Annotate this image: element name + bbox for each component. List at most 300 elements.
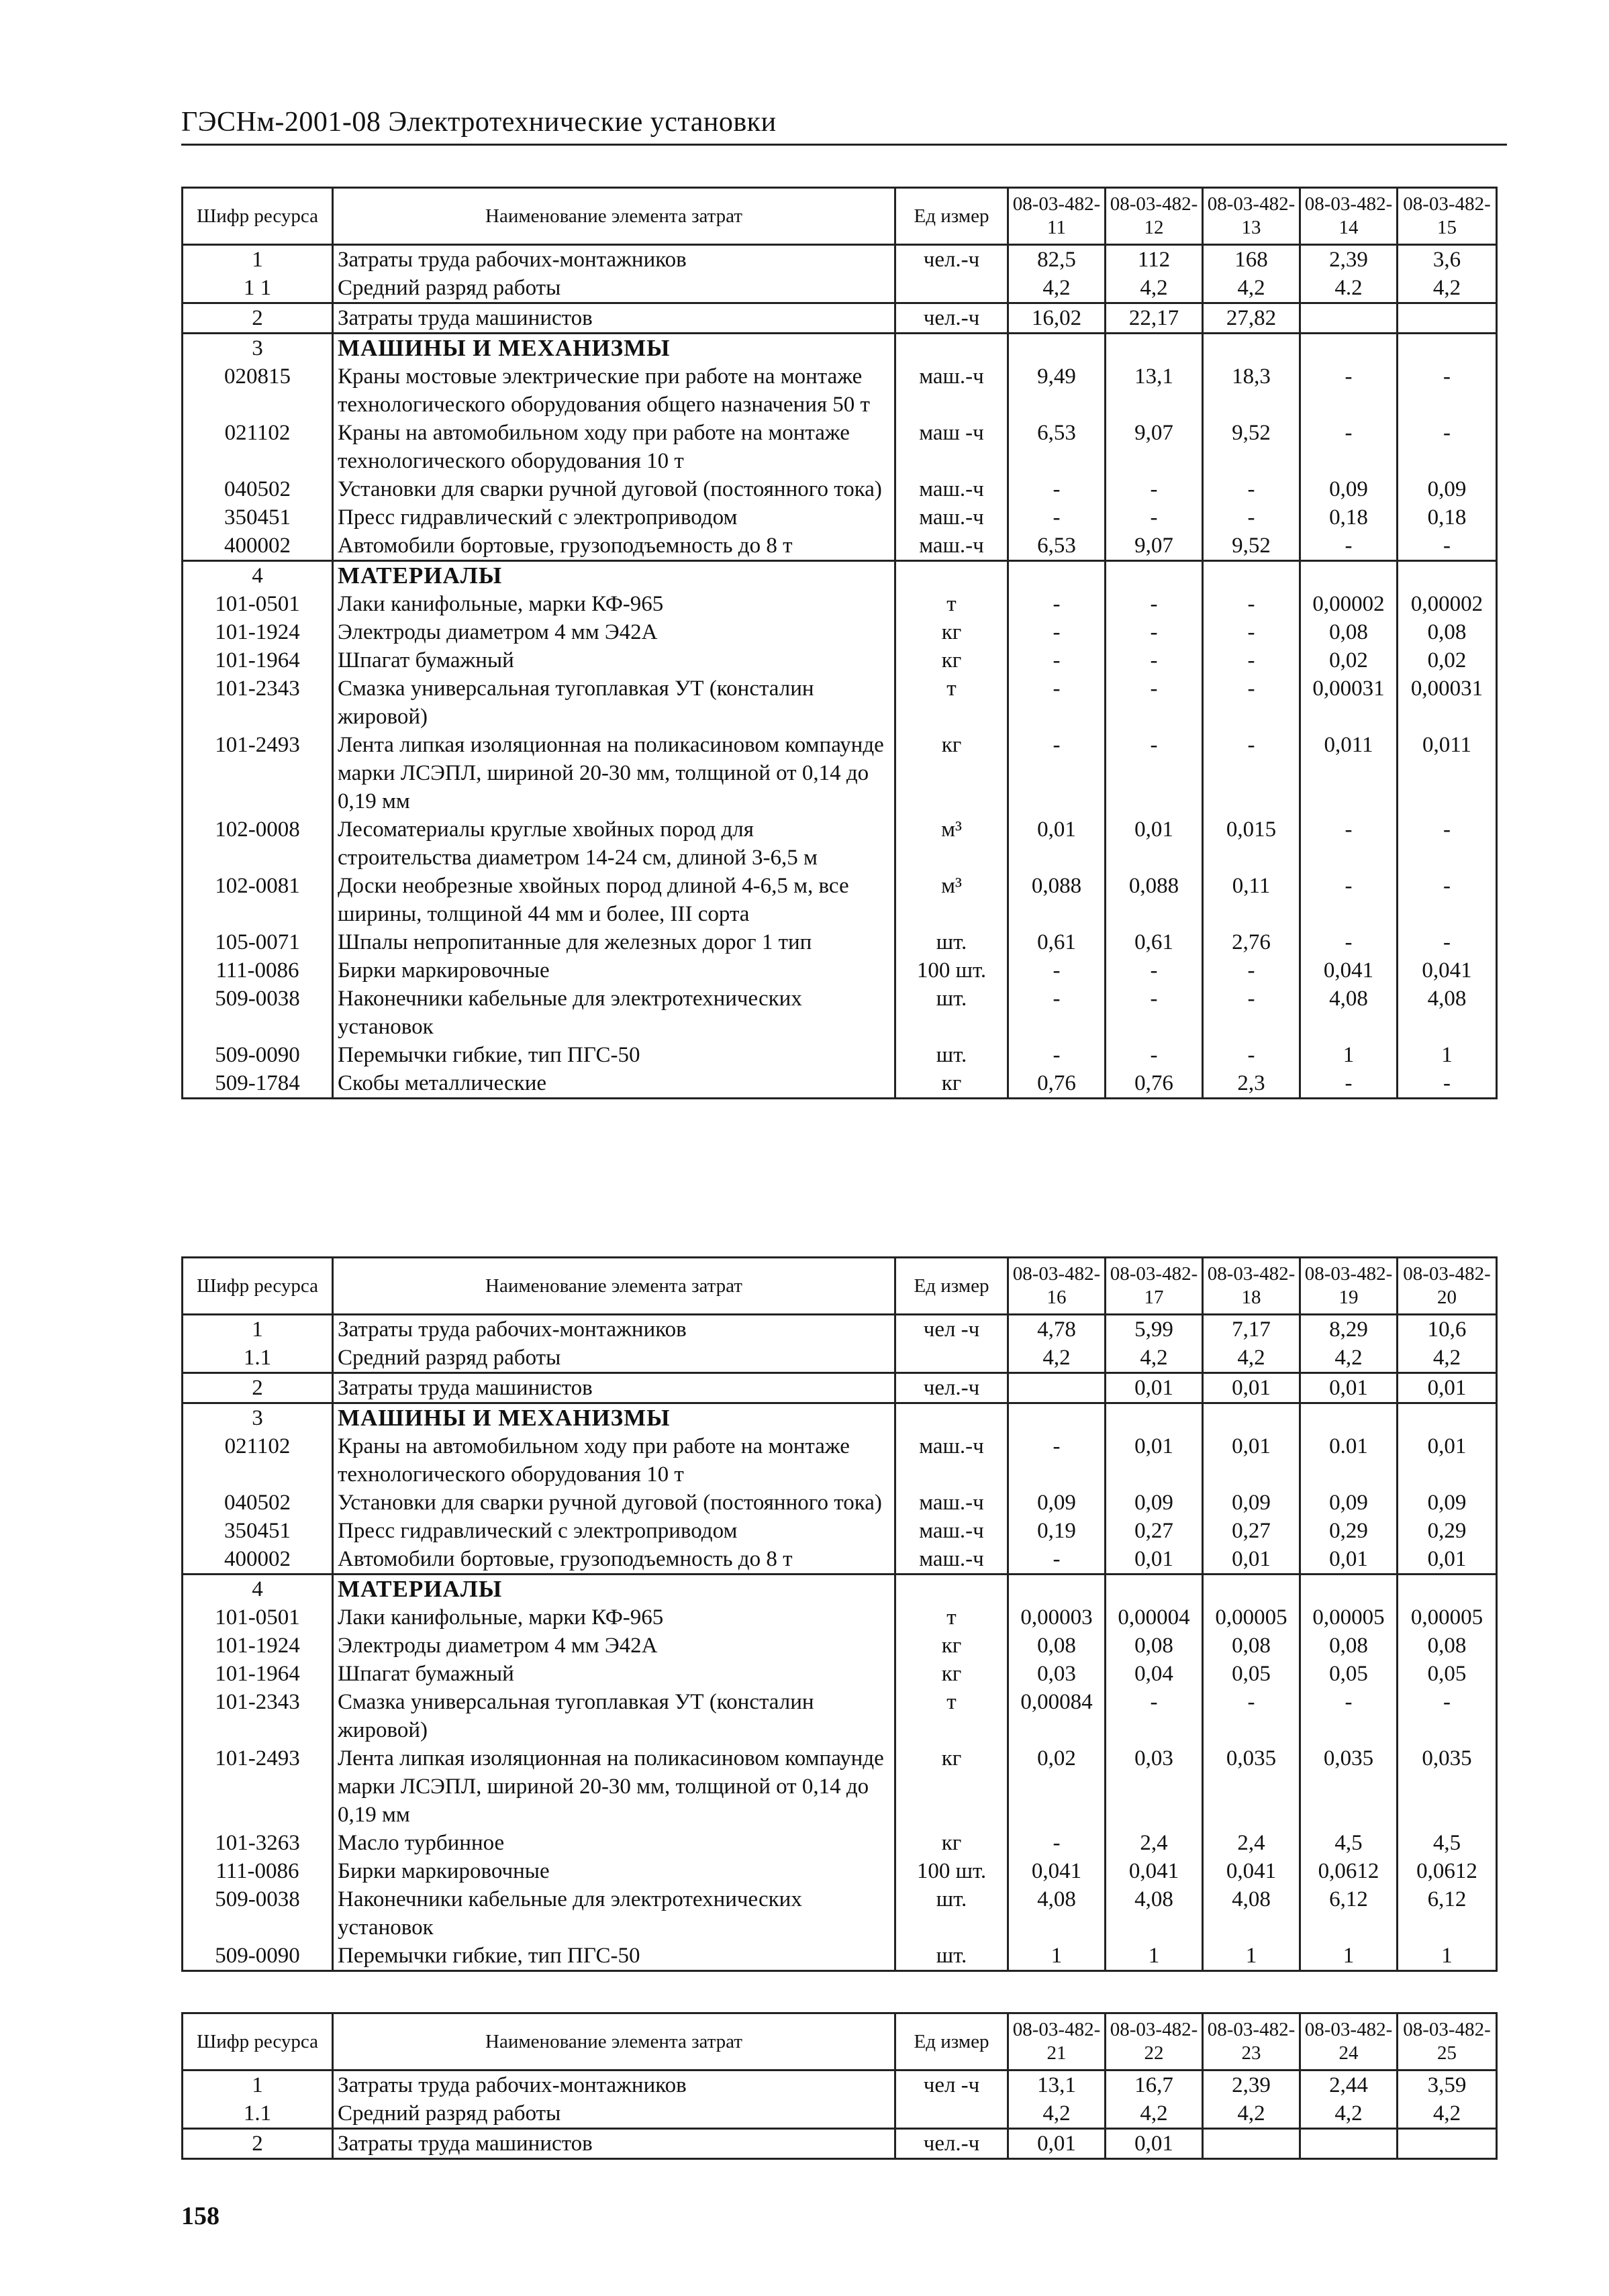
norm-value: 0,00005 (1203, 1603, 1300, 1632)
norm-value: 4,08 (1008, 1885, 1106, 1942)
unit-of-measure: 100 шт. (895, 1857, 1008, 1885)
cost-element-name: Бирки маркировочные (333, 956, 895, 985)
norm-value: 16,02 (1008, 303, 1106, 334)
resource-code: 509-0038 (183, 985, 333, 1041)
norm-value: 0,01 (1008, 2129, 1106, 2159)
cost-element-name: Краны на автомобильном ходу при работе на монтаже технологического оборудования 10 т (333, 419, 895, 475)
code-header: Шифр ресурса (183, 1258, 333, 1315)
norm-value: 0,05 (1300, 1660, 1398, 1688)
norm-value: - (1203, 985, 1300, 1041)
cost-element-name: Шпагат бумажный (333, 1660, 895, 1688)
norm-value: 9,52 (1203, 419, 1300, 475)
unit-of-measure: маш.-ч (895, 1545, 1008, 1575)
unit-of-measure: т (895, 675, 1008, 731)
cost-element-name: Краны на автомобильном ходу при работе на монтаже технологического оборудования 10 т (333, 1432, 895, 1489)
norm-value: 0,08 (1398, 1632, 1497, 1660)
norm-value: - (1008, 1041, 1106, 1069)
norm-value: 4,2 (1106, 1344, 1203, 1373)
norm-value: 0,08 (1300, 618, 1398, 646)
norm-value (1106, 334, 1203, 363)
cost-element-name: Пресс гидравлический с электроприводом (333, 1517, 895, 1545)
name-header: Наименование элемента затрат (333, 188, 895, 245)
norm-value: 0,05 (1203, 1660, 1300, 1688)
norm-value: 0,08 (1398, 618, 1497, 646)
unit-of-measure: кг (895, 1660, 1008, 1688)
norm-value: - (1398, 815, 1497, 872)
table-row (183, 475, 1497, 503)
norm-value: 2,44 (1300, 2070, 1398, 2100)
unit-of-measure: маш.-ч (895, 503, 1008, 532)
norm-value: 0,03 (1008, 1660, 1106, 1688)
norm-value: - (1398, 872, 1497, 928)
norm-value: 0,011 (1398, 731, 1497, 815)
norm-value: - (1106, 618, 1203, 646)
resource-code: 111-0086 (183, 1857, 333, 1885)
table-row (183, 274, 1497, 303)
norm-value: 0,03 (1106, 1744, 1203, 1829)
norm-value: 1 (1300, 1041, 1398, 1069)
norm-value: 4,78 (1008, 1315, 1106, 1344)
norm-value: 2,39 (1300, 245, 1398, 274)
unit-of-measure: т (895, 590, 1008, 618)
cost-element-name: Затраты труда рабочих-монтажников (333, 2070, 895, 2100)
table-row (183, 1942, 1497, 1971)
norm-code-header: 08-03-482-25 (1398, 2013, 1497, 2070)
resource-code: 1.1 (183, 2099, 333, 2129)
norm-value: 0,18 (1398, 503, 1497, 532)
norm-code-header: 08-03-482-21 (1008, 2013, 1106, 2070)
table-row (183, 646, 1497, 675)
norm-value: 2,4 (1106, 1829, 1203, 1857)
cost-element-name: Лаки канифольные, марки КФ-965 (333, 590, 895, 618)
norm-value (1008, 1575, 1106, 1604)
unit-of-measure: шт. (895, 1942, 1008, 1971)
norm-value: 3,6 (1398, 245, 1497, 274)
norm-value: 0,041 (1008, 1857, 1106, 1885)
resource-code: 101-2343 (183, 675, 333, 731)
norm-value: - (1300, 419, 1398, 475)
norm-value: - (1398, 928, 1497, 956)
cost-element-name: Средний разряд работы (333, 2099, 895, 2129)
norm-value: - (1106, 956, 1203, 985)
cost-table (181, 1256, 1498, 1972)
code-header: Шифр ресурса (183, 2013, 333, 2070)
norm-value: 4,2 (1300, 1344, 1398, 1373)
table-row (183, 1545, 1497, 1575)
norm-value: 4,08 (1398, 985, 1497, 1041)
norm-value: 6,53 (1008, 419, 1106, 475)
resource-code: 101-2343 (183, 1688, 333, 1744)
norm-value: - (1008, 1432, 1106, 1489)
unit-of-measure: кг (895, 1069, 1008, 1099)
resource-code: 101-0501 (183, 590, 333, 618)
table-row (183, 1315, 1497, 1344)
cost-element-name: Лента липкая изоляционная на поликасиновом компаунде марки ЛСЭПЛ, шириной 20-30 мм, толщиной от 0,14 до 0,19 мм (333, 731, 895, 815)
table-row (183, 1489, 1497, 1517)
table-row (183, 532, 1497, 561)
table-row (183, 1041, 1497, 1069)
norm-value (1300, 561, 1398, 591)
cost-element-name: МАТЕРИАЛЫ (333, 1575, 895, 1604)
resource-table-1 (181, 187, 1496, 1099)
norm-code-header: 08-03-482-16 (1008, 1258, 1106, 1315)
resource-code: 101-1964 (183, 1660, 333, 1688)
norm-value: - (1106, 646, 1203, 675)
resource-table-3 (181, 2012, 1496, 2160)
norm-value (1203, 1403, 1300, 1433)
norm-value: - (1203, 475, 1300, 503)
resource-table-2 (181, 1256, 1496, 1972)
table-row (183, 731, 1497, 815)
unit-of-measure: кг (895, 1829, 1008, 1857)
norm-value: 0,04 (1106, 1660, 1203, 1688)
table-row (183, 815, 1497, 872)
table-row (183, 1344, 1497, 1373)
norm-value: - (1203, 503, 1300, 532)
cost-element-name: Автомобили бортовые, грузоподъемность до 8 т (333, 1545, 895, 1575)
norm-value: 4,2 (1008, 274, 1106, 303)
norm-value: 1 (1008, 1942, 1106, 1971)
norm-value: 4,2 (1398, 274, 1497, 303)
norm-value: - (1008, 503, 1106, 532)
norm-value: - (1106, 985, 1203, 1041)
resource-code: 111-0086 (183, 956, 333, 985)
norm-value (1398, 303, 1497, 334)
norm-value: 0,08 (1300, 1632, 1398, 1660)
norm-value: - (1300, 815, 1398, 872)
cost-element-name: Перемычки гибкие, тип ПГС-50 (333, 1942, 895, 1971)
cost-element-name: Электроды диаметром 4 мм Э42А (333, 618, 895, 646)
norm-value (1008, 1373, 1106, 1403)
norm-value: - (1008, 985, 1106, 1041)
norm-value: - (1008, 475, 1106, 503)
resource-code: 101-1924 (183, 1632, 333, 1660)
cost-element-name: Перемычки гибкие, тип ПГС-50 (333, 1041, 895, 1069)
cost-element-name: Затраты труда машинистов (333, 303, 895, 334)
norm-value: - (1008, 731, 1106, 815)
norm-value: - (1203, 590, 1300, 618)
norm-value: 0,09 (1106, 1489, 1203, 1517)
norm-value: 1 (1300, 1942, 1398, 1971)
norm-value: 5,99 (1106, 1315, 1203, 1344)
norm-value: - (1398, 419, 1497, 475)
table-row (183, 675, 1497, 731)
norm-value: 0,088 (1106, 872, 1203, 928)
norm-value: 0,01 (1106, 1432, 1203, 1489)
cost-element-name: Наконечники кабельные для электротехнических установок (333, 1885, 895, 1942)
cost-element-name: Лесоматериалы круглые хвойных пород для строительства диаметром 14-24 см, длиной 3-6,5 м (333, 815, 895, 872)
cost-element-name: Средний разряд работы (333, 274, 895, 303)
norm-value: 0,00002 (1398, 590, 1497, 618)
norm-value: 0,01 (1398, 1545, 1497, 1575)
norm-value: 2,39 (1203, 2070, 1300, 2100)
norm-value: 4,2 (1008, 1344, 1106, 1373)
norm-value: 2,76 (1203, 928, 1300, 956)
resource-code: 101-3263 (183, 1829, 333, 1857)
table-header-row (183, 2013, 1497, 2070)
norm-value: 0,76 (1008, 1069, 1106, 1099)
norm-value (1008, 561, 1106, 591)
norm-value: - (1008, 1545, 1106, 1575)
table-row (183, 1603, 1497, 1632)
norm-value: 0,041 (1106, 1857, 1203, 1885)
norm-value: 0,041 (1300, 956, 1398, 985)
norm-value: 0,01 (1300, 1373, 1398, 1403)
norm-value (1398, 334, 1497, 363)
cost-element-name: Затраты труда машинистов (333, 1373, 895, 1403)
resource-code: 509-0090 (183, 1041, 333, 1069)
resource-code: 1 (183, 2070, 333, 2100)
cost-table (181, 2012, 1498, 2160)
section-row (183, 334, 1497, 363)
norm-value: 0,09 (1300, 475, 1398, 503)
unit-of-measure: маш.-ч (895, 1517, 1008, 1545)
norm-value: 0,00031 (1398, 675, 1497, 731)
norm-value: 0,76 (1106, 1069, 1203, 1099)
section-row (183, 1575, 1497, 1604)
norm-value: 0,035 (1300, 1744, 1398, 1829)
resource-code: 101-0501 (183, 1603, 333, 1632)
norm-value: 0,19 (1008, 1517, 1106, 1545)
norm-value: 0,09 (1398, 475, 1497, 503)
resource-code: 400002 (183, 532, 333, 561)
page-number: 158 (181, 2202, 220, 2230)
table-row (183, 1857, 1497, 1885)
table-row (183, 1632, 1497, 1660)
norm-value: 4,2 (1008, 2099, 1106, 2129)
norm-value: - (1008, 618, 1106, 646)
norm-value: 0,00003 (1008, 1603, 1106, 1632)
cost-element-name: Шпагат бумажный (333, 646, 895, 675)
norm-value: 0,035 (1398, 1744, 1497, 1829)
cost-element-name: Установки для сварки ручной дуговой (постоянного тока) (333, 1489, 895, 1517)
table-header-row (183, 1258, 1497, 1315)
unit-of-measure (895, 1575, 1008, 1604)
resource-code: 400002 (183, 1545, 333, 1575)
norm-value: 4,5 (1300, 1829, 1398, 1857)
section-row (183, 1403, 1497, 1433)
norm-value: - (1203, 1041, 1300, 1069)
table-header-row (183, 188, 1497, 245)
norm-value: - (1300, 532, 1398, 561)
resource-code: 350451 (183, 1517, 333, 1545)
norm-value (1106, 1403, 1203, 1433)
norm-value: 0,01 (1398, 1432, 1497, 1489)
unit-of-measure: шт. (895, 1885, 1008, 1942)
table-row (183, 1829, 1497, 1857)
norm-code-header: 08-03-482-17 (1106, 1258, 1203, 1315)
table-row (183, 503, 1497, 532)
resource-code: 101-2493 (183, 1744, 333, 1829)
resource-code: 509-0090 (183, 1942, 333, 1971)
norm-value: 4,2 (1106, 274, 1203, 303)
norm-value: 4,2 (1106, 2099, 1203, 2129)
unit-of-measure: маш.-ч (895, 532, 1008, 561)
norm-value: 0,01 (1106, 1373, 1203, 1403)
norm-value (1008, 1403, 1106, 1433)
norm-code-header: 08-03-482-15 (1398, 188, 1497, 245)
unit-of-measure: чел.-ч (895, 2129, 1008, 2159)
norm-value: 4,2 (1398, 1344, 1497, 1373)
name-header: Наименование элемента затрат (333, 2013, 895, 2070)
norm-value: - (1106, 1688, 1203, 1744)
cost-element-name: Шпалы непропитанные для железных дорог 1 тип (333, 928, 895, 956)
norm-value: 0,011 (1300, 731, 1398, 815)
norm-value: 0,09 (1008, 1489, 1106, 1517)
table-row (183, 872, 1497, 928)
norm-value: 112 (1106, 245, 1203, 274)
resource-code: 040502 (183, 475, 333, 503)
norm-value: 7,17 (1203, 1315, 1300, 1344)
cost-table (181, 187, 1498, 1099)
norm-value: - (1398, 1688, 1497, 1744)
norm-value: 4,08 (1203, 1885, 1300, 1942)
table-row (183, 1660, 1497, 1688)
norm-value (1398, 2129, 1497, 2159)
norm-value: 6,53 (1008, 532, 1106, 561)
norm-code-header: 08-03-482-20 (1398, 1258, 1497, 1315)
norm-value: 0,18 (1300, 503, 1398, 532)
cost-element-name: Смазка универсальная тугоплавкая УТ (консталин жировой) (333, 675, 895, 731)
table-row (183, 985, 1497, 1041)
resource-code: 1 (183, 1315, 333, 1344)
norm-value: 0,09 (1300, 1489, 1398, 1517)
norm-value: 0,041 (1203, 1857, 1300, 1885)
cost-element-name: Автомобили бортовые, грузоподъемность до 8 т (333, 532, 895, 561)
norm-value: 0,09 (1203, 1489, 1300, 1517)
norm-value: 6,12 (1300, 1885, 1398, 1942)
norm-value: 9,52 (1203, 532, 1300, 561)
resource-code: 101-1924 (183, 618, 333, 646)
unit-of-measure: м³ (895, 872, 1008, 928)
code-header: Шифр ресурса (183, 188, 333, 245)
norm-value: - (1008, 675, 1106, 731)
cost-element-name: МАТЕРИАЛЫ (333, 561, 895, 591)
norm-value: 0,00031 (1300, 675, 1398, 731)
norm-value (1398, 1403, 1497, 1433)
norm-value: 2,3 (1203, 1069, 1300, 1099)
unit-of-measure: кг (895, 1744, 1008, 1829)
resource-code: 040502 (183, 1489, 333, 1517)
table-row (183, 928, 1497, 956)
norm-value: 4,08 (1300, 985, 1398, 1041)
cost-element-name: МАШИНЫ И МЕХАНИЗМЫ (333, 1403, 895, 1433)
norm-value: 10,6 (1398, 1315, 1497, 1344)
resource-code: 2 (183, 2129, 333, 2159)
norm-value: 0,01 (1106, 815, 1203, 872)
unit-header: Ед измер (895, 2013, 1008, 2070)
norm-value: 1 (1398, 1942, 1497, 1971)
unit-of-measure (895, 2099, 1008, 2129)
unit-header: Ед измер (895, 1258, 1008, 1315)
table-row (183, 245, 1497, 274)
cost-element-name: Наконечники кабельные для электротехнических установок (333, 985, 895, 1041)
norm-value: 0,29 (1300, 1517, 1398, 1545)
norm-value: 0,01 (1300, 1545, 1398, 1575)
table-row (183, 1688, 1497, 1744)
norm-value: 1 (1398, 1041, 1497, 1069)
norm-value: 18,3 (1203, 362, 1300, 419)
header-rule (181, 144, 1507, 146)
resource-code: 3 (183, 1403, 333, 1433)
norm-value: 22,17 (1106, 303, 1203, 334)
norm-value (1300, 334, 1398, 363)
cost-element-name: Электроды диаметром 4 мм Э42А (333, 1632, 895, 1660)
unit-header: Ед измер (895, 188, 1008, 245)
unit-of-measure: чел -ч (895, 1315, 1008, 1344)
norm-value: 0,11 (1203, 872, 1300, 928)
norm-value: 0,61 (1008, 928, 1106, 956)
resource-code: 509-1784 (183, 1069, 333, 1099)
norm-value (1398, 1575, 1497, 1604)
norm-value: 0,01 (1398, 1373, 1497, 1403)
unit-of-measure (895, 1344, 1008, 1373)
norm-value: 0,035 (1203, 1744, 1300, 1829)
table-row (183, 1885, 1497, 1942)
unit-of-measure: т (895, 1688, 1008, 1744)
norm-value: - (1300, 928, 1398, 956)
norm-value (1203, 1575, 1300, 1604)
norm-value: 13,1 (1106, 362, 1203, 419)
norm-value (1300, 303, 1398, 334)
unit-of-measure: шт. (895, 985, 1008, 1041)
norm-value: - (1203, 618, 1300, 646)
norm-value: 4,2 (1203, 1344, 1300, 1373)
unit-of-measure: маш -ч (895, 419, 1008, 475)
table-row (183, 956, 1497, 985)
norm-value: 0,09 (1398, 1489, 1497, 1517)
norm-value: 168 (1203, 245, 1300, 274)
norm-value: 1 (1203, 1942, 1300, 1971)
resource-code: 350451 (183, 503, 333, 532)
resource-code: 101-1964 (183, 646, 333, 675)
table-row (183, 1744, 1497, 1829)
norm-code-header: 08-03-482-23 (1203, 2013, 1300, 2070)
cost-element-name: Затраты труда рабочих-монтажников (333, 245, 895, 274)
table-row (183, 419, 1497, 475)
norm-value: - (1203, 956, 1300, 985)
norm-value: 27,82 (1203, 303, 1300, 334)
norm-value (1106, 1575, 1203, 1604)
norm-code-header: 08-03-482-11 (1008, 188, 1106, 245)
norm-value: 9,07 (1106, 532, 1203, 561)
norm-code-header: 08-03-482-19 (1300, 1258, 1398, 1315)
norm-value: 0,041 (1398, 956, 1497, 985)
norm-value: - (1203, 675, 1300, 731)
cost-element-name: Краны мостовые электрические при работе на монтаже технологического оборудования общего назначения 50 т (333, 362, 895, 419)
table-row (183, 303, 1497, 334)
unit-of-measure (895, 1403, 1008, 1433)
cost-element-name: Средний разряд работы (333, 1344, 895, 1373)
norm-value: 9,07 (1106, 419, 1203, 475)
norm-value: 4,2 (1203, 274, 1300, 303)
norm-value: - (1106, 475, 1203, 503)
norm-value: 4,08 (1106, 1885, 1203, 1942)
norm-value (1203, 2129, 1300, 2159)
unit-of-measure: чел.-ч (895, 303, 1008, 334)
norm-value: 4,2 (1300, 2099, 1398, 2129)
resource-code: 2 (183, 1373, 333, 1403)
resource-code: 4 (183, 561, 333, 591)
unit-of-measure: кг (895, 618, 1008, 646)
norm-value: 0,08 (1008, 1632, 1106, 1660)
norm-code-header: 08-03-482-13 (1203, 188, 1300, 245)
norm-value: 2,4 (1203, 1829, 1300, 1857)
norm-value: 0,29 (1398, 1517, 1497, 1545)
norm-value: - (1008, 1829, 1106, 1857)
norm-value: 0,00005 (1300, 1603, 1398, 1632)
cost-element-name: Затраты труда рабочих-монтажников (333, 1315, 895, 1344)
